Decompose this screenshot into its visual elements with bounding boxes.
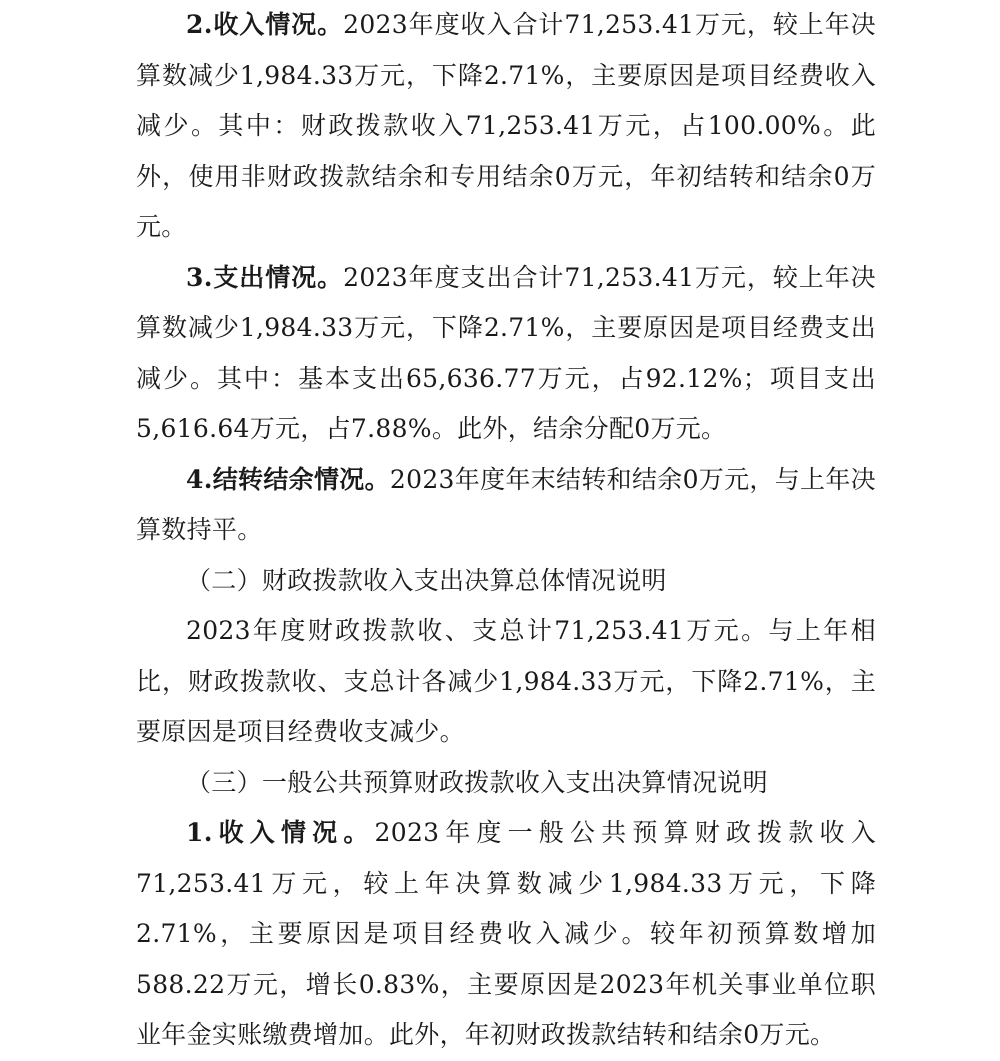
carryover-lead: 4.结转结余情况。 [186, 464, 390, 494]
income-paragraph [136, 0, 876, 253]
document-page [136, 0, 876, 1061]
section2-heading: （二）财政拨款收入支出决算总体情况说明 [186, 565, 667, 595]
expense-paragraph [136, 253, 876, 455]
expense-body: 2023年度支出合计71,253.41万元，较上年决算数减少1,984.33万元，下降2.71%，主要原因是项目经费支出减少。其中：基本支出65,636.77万元，占92.12%；项目支出5,616.64万元，占7.88%。此外，结余分配0万元。 [136, 262, 876, 443]
carryover-paragraph [136, 455, 876, 556]
carryover-body: 2023年度年末结转和结余0万元，与上年决算数持平。 [136, 464, 876, 544]
section3-body: 2023年度一般公共预算财政拨款收入71,253.41万元，较上年决算数减少1,984.33万元，下降2.71%，主要原因是项目经费收入减少。较年初预算数增加588.22万元，增长0.83%，主要原因是2023年机关事业单位职业年金实账缴费增加。此外，年初财政拨款结转和结余0万元。 [136, 818, 876, 1049]
section3-paragraph [136, 808, 876, 1061]
expense-lead: 3.支出情况。 [186, 262, 344, 292]
income-lead: 2.收入情况。 [186, 10, 344, 39]
section2-body: 2023年度财政拨款收、支总计71,253.41万元。与上年相比，财政拨款收、支总计各减少1,984.33万元，下降2.71%，主要原因是项目经费收支减少。 [136, 616, 876, 746]
income-body: 2023年度收入合计71,253.41万元，较上年决算数减少1,984.33万元，下降2.71%，主要原因是项目经费收入减少。其中：财政拨款收入71,253.41万元，占100.00%。此外，使用非财政拨款结余和专用结余0万元，年初结转和结余0万元。 [136, 10, 876, 241]
section3-heading: （三）一般公共预算财政拨款收入支出决算情况说明 [186, 767, 768, 797]
section3-lead: 1.收入情况。 [186, 818, 375, 847]
